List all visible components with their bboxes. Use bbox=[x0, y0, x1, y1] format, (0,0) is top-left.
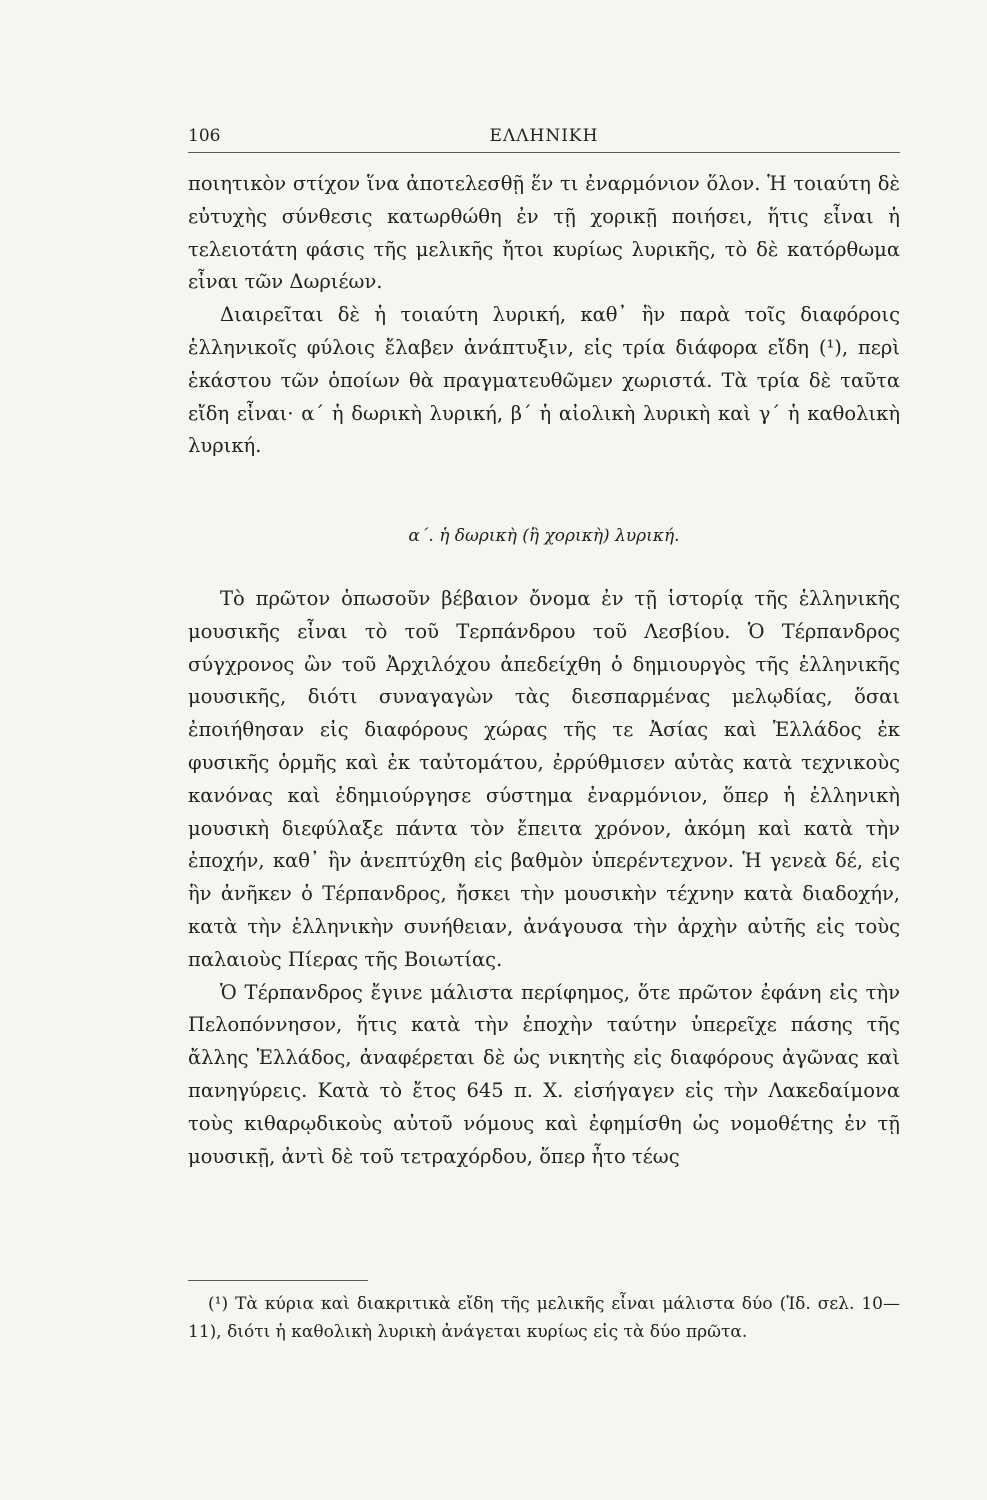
paragraph-2: Διαιρεῖται δὲ ἡ τοιαύτη λυρική, καθ᾽ ἣν παρὰ τοῖς διαφόροις ἑλληνικοῖς φύλοις ἔλαβεν ἀνάπτυξιν, εἰς τρία διάφορα εἴδη (¹), περὶ ἑκάστου τῶν ὁποίων θὰ πραγματευθῶμεν χωριστά. Τὰ τρία δὲ ταῦτα εἴδη εἶναι· α΄ ἡ δωρικὴ λυρική, β΄ ἡ αἰολικὴ λυρικὴ καὶ γ΄ ἡ καθολικὴ λυρική. bbox=[188, 303, 900, 458]
running-title: ΕΛΛΗΝΙΚΗ bbox=[489, 126, 599, 146]
body-text-bottom bbox=[188, 583, 900, 1173]
paragraph-4: Ὁ Τέρπανδρος ἔγινε μάλιστα περίφημος, ὅτε πρῶτον ἐφάνη εἰς τὴν Πελοπόννησον, ἥτις κατὰ τὴν ἐποχὴν ταύτην ὑπερεῖχε πάσης τῆς ἄλλης Ἑλλάδος, ἀναφέρεται δὲ ὡς νικητὴς εἰς διαφόρους ἀγῶνας καὶ πανηγύρεις. Κατὰ τὸ ἔτος 645 π. Χ. εἰσήγαγεν εἰς τὴν Λακεδαίμονα τοὺς κιθαρῳδικοὺς αὐτοῦ νόμους καὶ ἐφημίσθη ὡς νομοθέτης ἐν τῇ μουσικῇ, ἀντὶ δὲ τοῦ τετραχόρδου, ὅπερ ἦτο τέως bbox=[188, 980, 900, 1168]
section-heading: α΄. ἡ δωρικὴ (ἢ χορικὴ) λυρική. bbox=[408, 526, 680, 546]
body-text-top bbox=[188, 168, 900, 463]
footnote: (¹) Τὰ κύρια καὶ διακριτικὰ εἴδη τῆς μελικῆς εἶναι μάλιστα δύο (Ἰδ. σελ. 10—11), διότι ἡ καθολικὴ λυρικὴ ἀνάγεται κυρίως εἰς τὰ δύο πρῶτα. bbox=[188, 1294, 900, 1342]
page-number: 106 bbox=[188, 126, 221, 146]
paragraph-1: ποιητικὸν στίχον ἵνα ἀποτελεσθῇ ἕν τι ἐναρμόνιον ὅλον. Ἡ τοιαύτη δὲ εὐτυχὴς σύνθεσις κατωρθώθη ἐν τῇ χορικῇ ποιήσει, ἥτις εἶναι ἡ τελειοτάτη φάσις τῆς μελικῆς ἤτοι κυρίως λυρικῆς, τὸ δὲ κατόρθωμα εἶναι τῶν Δωριέων. bbox=[188, 172, 900, 294]
paragraph-3: Τὸ πρῶτον ὁπωσοῦν βέβαιον ὄνομα ἐν τῇ ἱστορίᾳ τῆς ἑλληνικῆς μουσικῆς εἶναι τὸ τοῦ Τερπάνδρου τοῦ Λεσβίου. Ὁ Τέρπανδρος σύγχρονος ὢν τοῦ Ἀρχιλόχου ἀπεδείχθη ὁ δημιουργὸς τῆς ἑλληνικῆς μουσικῆς, διότι συναγαγὼν τὰς διεσπαρμένας μελῳδίας, ὅσαι ἐποιήθησαν εἰς διαφόρους χώρας τῆς τε Ἀσίας καὶ Ἑλλάδος ἐκ φυσικῆς ὁρμῆς καὶ ἐκ ταὐτομάτου, ἐρρύθμισεν αὐτὰς κατὰ τεχνικοὺς κανόνας καὶ ἐδημιούργησε σύστημα ἐναρμόνιον, ὅπερ ἡ ἑλληνικὴ μουσικὴ διεφύλαξε πάντα τὸν ἔπειτα χρόνον, ἀκόμη καὶ κατὰ τὴν ἐποχήν, καθ᾽ ἣν ἀνεπτύχθη εἰς βαθμὸν ὑπερέντεχνον. Ἡ γενεὰ δέ, εἰς ἣν ἀνῆκεν ὁ Τέρπανδρος, ἤσκει τὴν μουσικὴν τέχνην κατὰ διαδοχήν, κατὰ τὴν ἑλληνικὴν συνήθειαν, ἀνάγουσα τὴν ἀρχὴν αὐτῆς εἰς τοὺς παλαιοὺς Πίερας τῆς Βοιωτίας. bbox=[188, 587, 900, 971]
page-header bbox=[188, 122, 900, 153]
footnote-rule bbox=[188, 1280, 368, 1281]
